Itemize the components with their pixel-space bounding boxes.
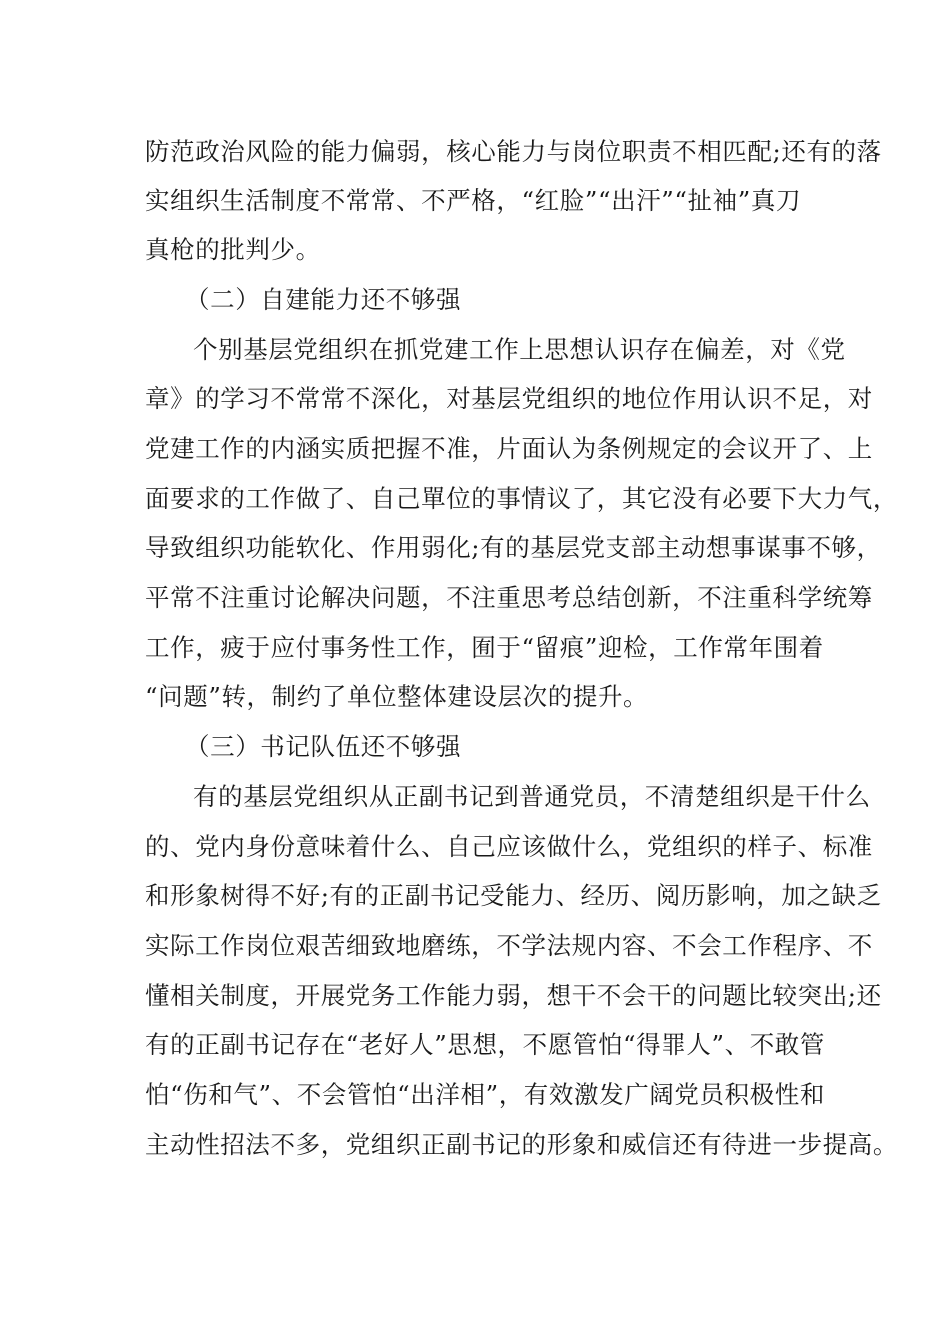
body-text-line: 章》的学习不常常不深化，对基层党组织的地位作用认识不足，对 (145, 384, 873, 413)
body-text-line: 实组织生活制度不常常、不严格，“红脸”“出汗”“扯袖”真刀 (145, 186, 802, 215)
body-text-line: 真枪的批判少。 (145, 235, 321, 264)
paragraph-first-line: 个别基层党组织在抓党建工作上思想认识存在偏差，对《党 (193, 335, 846, 364)
body-text-line: 主动性招法不多，党组织正副书记的形象和威信还有待进一步提高。 (145, 1130, 898, 1159)
body-text-line: 导致组织功能软化、作用弱化;有的基层党支部主动想事谋事不够， (145, 533, 882, 562)
body-text-line: 和形象树得不好;有的正副书记受能力、经历、阅历影响，加之缺乏 (145, 881, 882, 910)
body-text-line: 的、党内身份意味着什么、自己应该做什么，党组织的样子、标准 (145, 832, 873, 861)
body-text-line: 有的正副书记存在“老好人”思想，不愿管怕“得罪人”、不敢管 (145, 1030, 825, 1059)
body-text-line: 工作，疲于应付事务性工作，囿于“留痕”迎检，工作常年围着 (145, 633, 824, 662)
body-text-line: 怕“伤和气”、不会管怕“出洋相”，有效激发广阔党员积极性和 (145, 1080, 825, 1109)
body-text-line: 面要求的工作做了、自己單位的事情议了，其它没有必要下大力气， (145, 484, 898, 513)
section-heading: （二）自建能力还不够强 (185, 285, 462, 314)
body-text-line: 平常不注重讨论解决问题，不注重思考总结创新，不注重科学统筹 (145, 583, 873, 612)
body-text-line: 防范政治风险的能力偏弱，核心能力与岗位职责不相匹配;还有的落 (145, 137, 882, 166)
body-text-line: “问题”转，制约了单位整体建设层次的提升。 (145, 682, 649, 711)
section-heading: （三）书记队伍还不够强 (185, 732, 462, 761)
body-text-line: 党建工作的内涵实质把握不准，片面认为条例规定的会议开了、上 (145, 434, 873, 463)
body-text-line: 实际工作岗位艰苦细致地磨练，不学法规内容、不会工作程序、不 (145, 931, 873, 960)
paragraph-first-line: 有的基层党组织从正副书记到普通党员，不清楚组织是干什么 (193, 782, 871, 811)
body-text-line: 懂相关制度，开展党务工作能力弱，想干不会干的问题比较突出;还 (145, 981, 882, 1010)
